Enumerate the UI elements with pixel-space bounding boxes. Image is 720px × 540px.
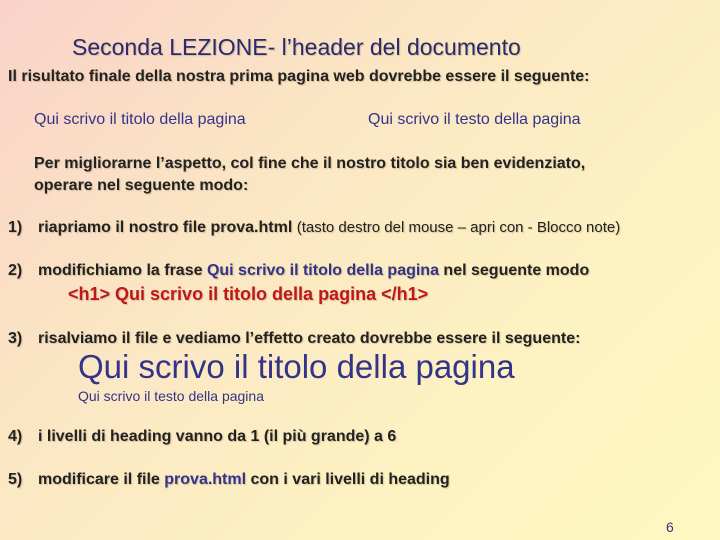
step-text: i livelli di heading vanno da 1 (il più grande) a 6 (38, 428, 397, 445)
step-note: (tasto destro del mouse – apri con - Blocco note) (296, 219, 621, 236)
step-text: riapriamo il nostro file prova.html (38, 219, 293, 236)
step-text-post: con i vari livelli di heading (246, 471, 450, 488)
step-1 (8, 219, 620, 237)
step-number: 2) (8, 262, 23, 279)
step-number: 1) (8, 219, 23, 236)
step-2 (8, 262, 589, 280)
step-number: 5) (8, 471, 23, 488)
demo-title-text: Qui scrivo il titolo della pagina (34, 111, 246, 128)
step-text-pre: modificare il file (38, 471, 165, 488)
slide-title: Seconda LEZIONE- l’header del documento (72, 34, 521, 60)
code-example: <h1> Qui scrivo il titolo della pagina </h1> (68, 284, 429, 304)
page-number: 6 (666, 519, 674, 535)
step-highlight: prova.html (164, 471, 247, 488)
step-text-post: nel seguente modo (438, 262, 590, 279)
step-highlight: Qui scrivo il titolo della pagina (206, 262, 439, 279)
step-number: 3) (8, 330, 23, 347)
result-body-text: Qui scrivo il testo della pagina (78, 388, 264, 404)
step-number: 4) (8, 428, 23, 445)
result-heading: Qui scrivo il titolo della pagina (78, 348, 515, 385)
step-3 (8, 330, 580, 348)
instruction-paragraph (34, 153, 585, 197)
paragraph-line-2: operare nel seguente modo: (34, 177, 249, 194)
step-4 (8, 428, 396, 446)
paragraph-line-1: Per migliorarne l’aspetto, col fine che il nostro titolo sia ben evidenziato, (34, 155, 586, 172)
step-5 (8, 471, 450, 489)
demo-body-text: Qui scrivo il testo della pagina (368, 111, 581, 128)
intro-text: Il risultato finale della nostra prima pagina web dovrebbe essere il seguente: (8, 68, 590, 85)
step-text-pre: modifichiamo la frase (38, 262, 207, 279)
step-text: risalviamo il file e vediamo l’effetto creato dovrebbe essere il seguente: (38, 330, 581, 347)
